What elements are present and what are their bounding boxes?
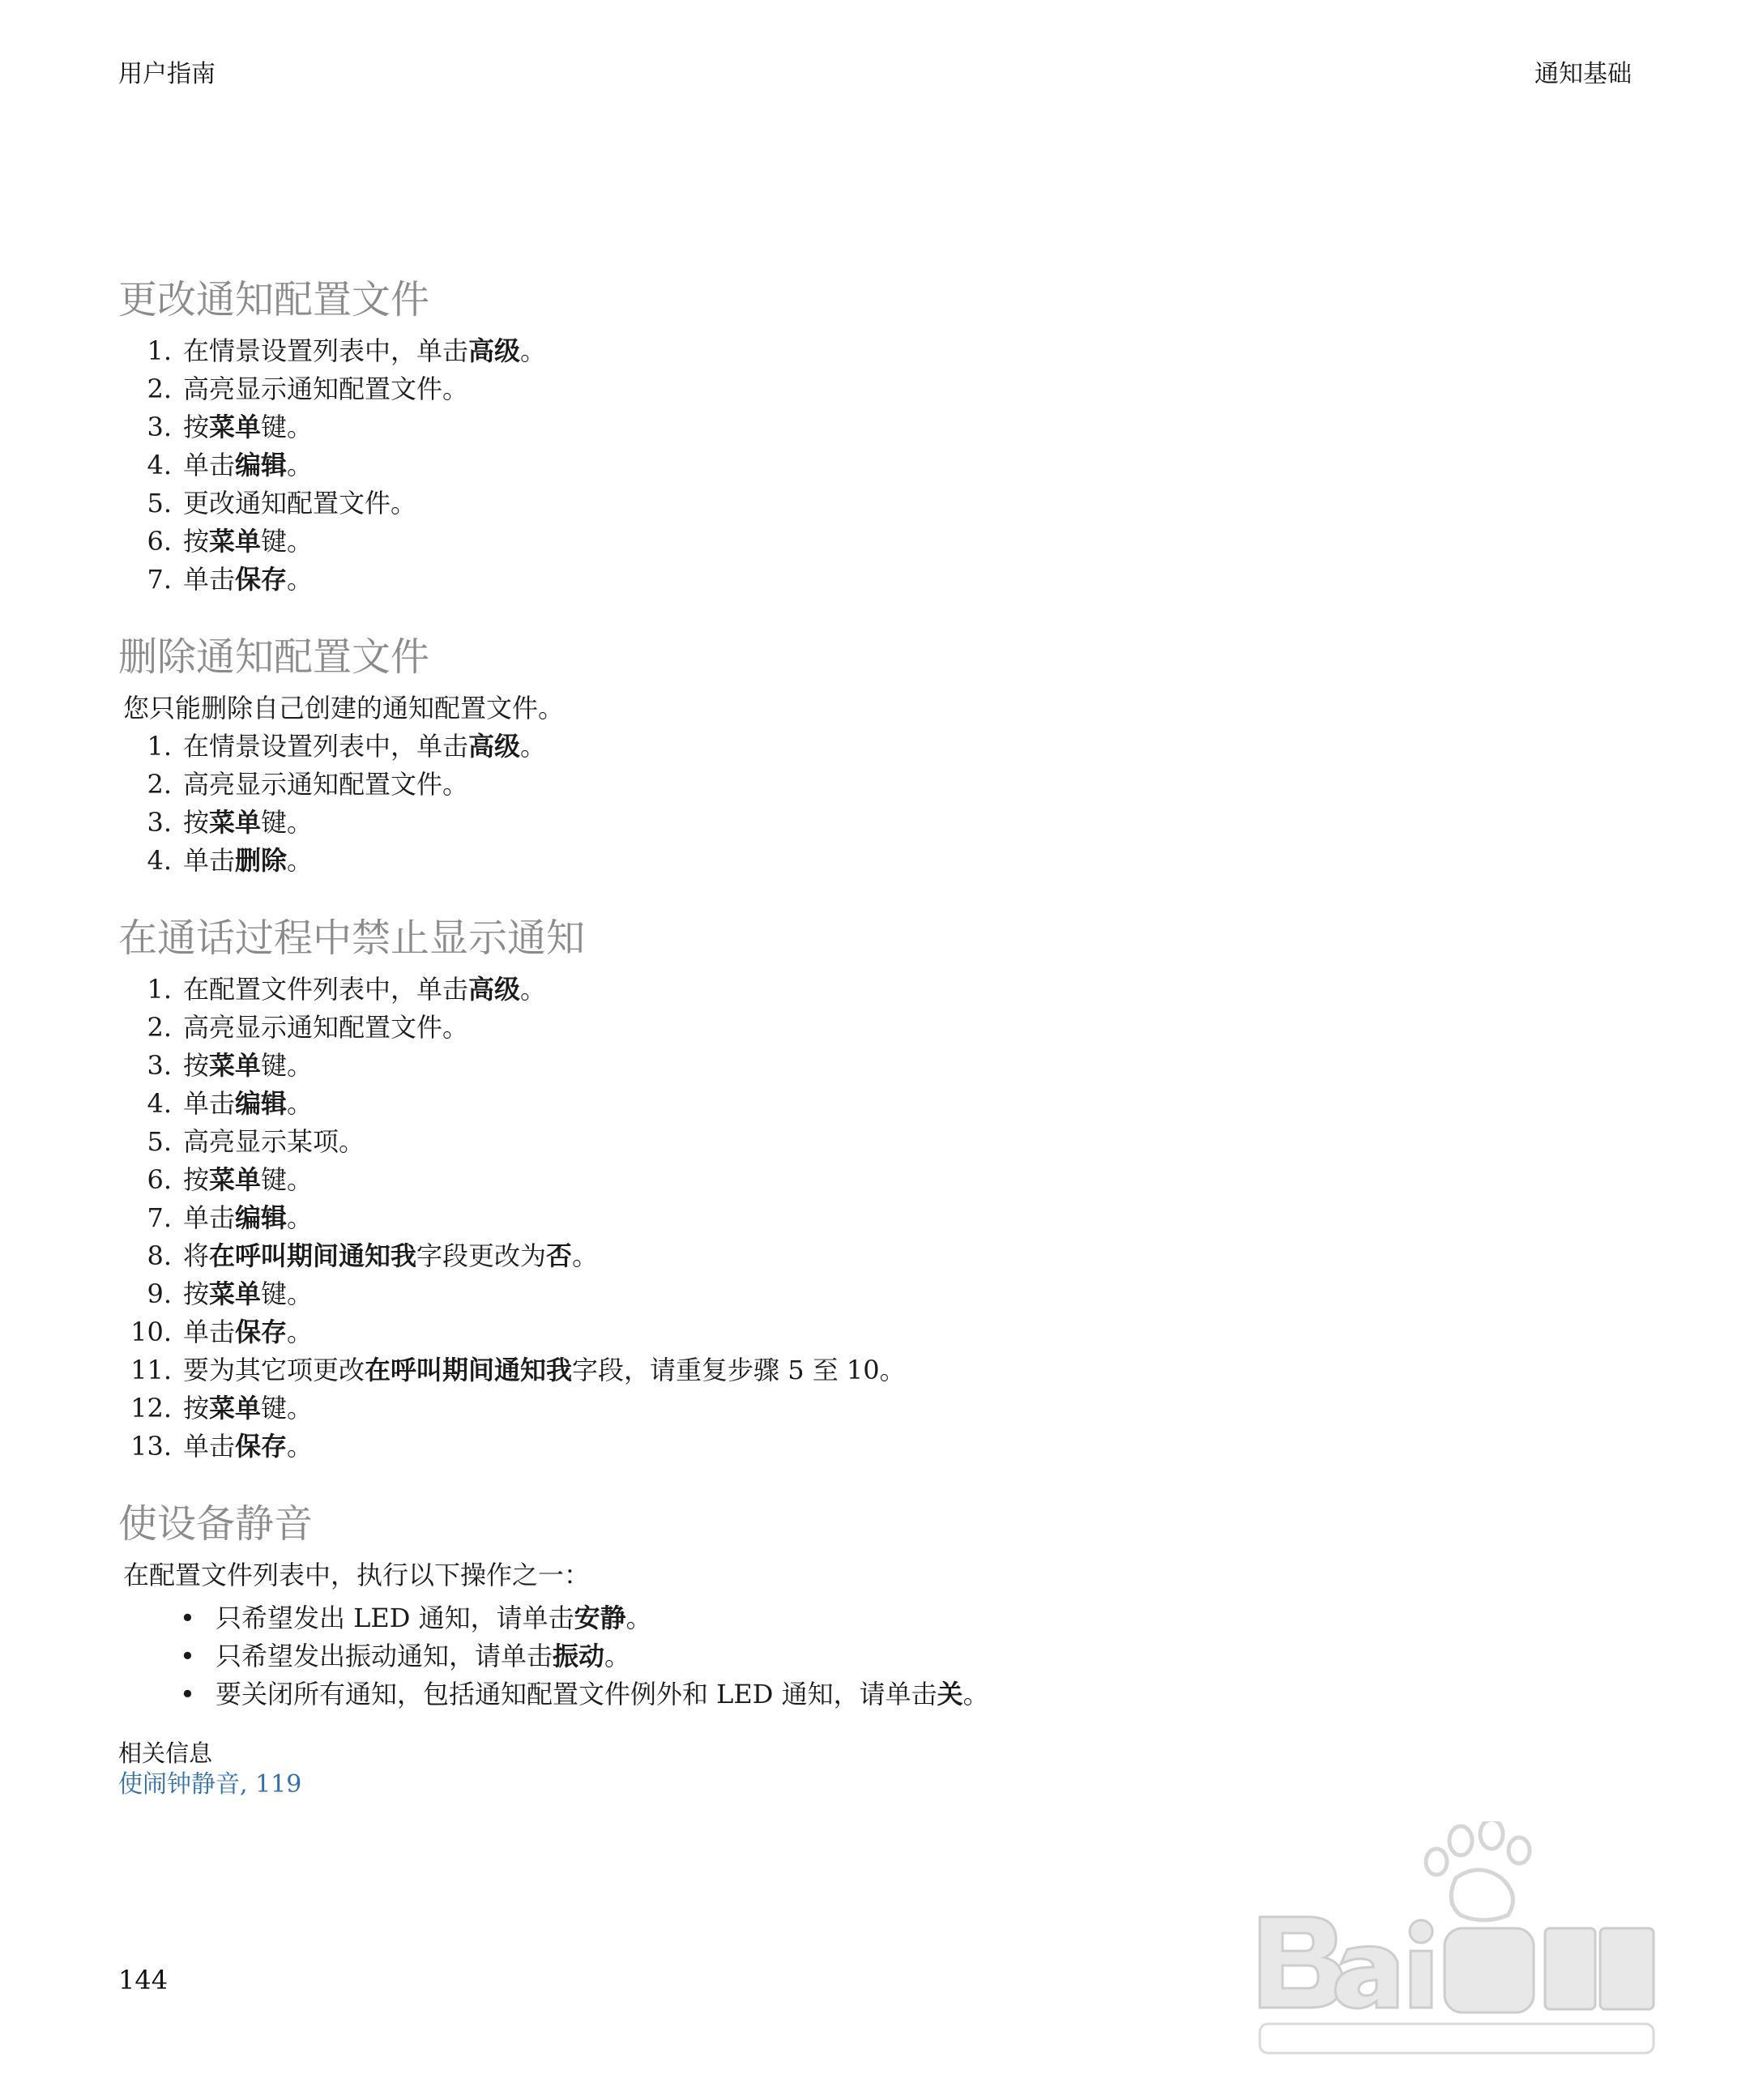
step-item: 8. 将在呼叫期间通知我字段更改为否。 bbox=[147, 1240, 599, 1271]
step-item: 4. 单击删除。 bbox=[147, 845, 314, 876]
section-suppress-during-call bbox=[118, 914, 1658, 1466]
section-mute-device bbox=[118, 1500, 1658, 1714]
steps-list bbox=[118, 971, 1658, 1466]
step-item: 12. 按菜单键。 bbox=[130, 1393, 314, 1423]
step-item: 1. 在情景设置列表中，单击高级。 bbox=[147, 335, 547, 366]
baidu-jingyan-watermark-logo bbox=[1244, 1821, 1665, 2064]
step-item: 4. 单击编辑。 bbox=[147, 450, 314, 480]
step-item: 2. 高亮显示通知配置文件。 bbox=[147, 1012, 469, 1043]
bullet-item: • 要关闭所有通知，包括通知配置文件例外和 LED 通知，请单击关。 bbox=[180, 1679, 989, 1709]
page-number: 144 bbox=[118, 1965, 169, 1995]
section-title: 在通话过程中禁止显示通知 bbox=[118, 916, 586, 961]
step-item: 6. 按菜单键。 bbox=[147, 526, 314, 557]
related-info-label: 相关信息 bbox=[118, 1739, 213, 1767]
steps-list bbox=[118, 332, 1658, 599]
section-intro: 您只能删除自己创建的通知配置文件。 bbox=[123, 693, 565, 723]
section-intro: 在配置文件列表中，执行以下操作之一： bbox=[123, 1560, 591, 1590]
step-item: 11. 要为其它项更改在呼叫期间通知我字段，请重复步骤 5 至 10。 bbox=[130, 1355, 906, 1385]
steps-list bbox=[118, 728, 1658, 880]
step-item: 5. 更改通知配置文件。 bbox=[147, 488, 417, 519]
step-item: 10. 单击保存。 bbox=[130, 1317, 314, 1347]
step-item: 5. 高亮显示某项。 bbox=[147, 1126, 365, 1157]
step-item: 3. 按菜单键。 bbox=[147, 1050, 314, 1081]
section-delete-profile bbox=[118, 633, 1658, 880]
bullet-list bbox=[118, 1599, 1658, 1714]
section-title: 删除通知配置文件 bbox=[118, 634, 430, 680]
step-item: 1. 在配置文件列表中，单击高级。 bbox=[147, 974, 547, 1005]
bullet-item: • 只希望发出振动通知，请单击振动。 bbox=[180, 1641, 631, 1671]
header-chapter-title: 通知基础 bbox=[1534, 60, 1632, 88]
document-body bbox=[118, 275, 1658, 1801]
step-item: 4. 单击编辑。 bbox=[147, 1088, 314, 1119]
step-item: 7. 单击保存。 bbox=[147, 564, 314, 595]
step-item: 7. 单击编辑。 bbox=[147, 1202, 314, 1233]
section-title: 使设备静音 bbox=[118, 1501, 314, 1547]
step-item: 13. 单击保存。 bbox=[130, 1431, 314, 1462]
step-item: 3. 按菜单键。 bbox=[147, 412, 314, 442]
step-item: 2. 高亮显示通知配置文件。 bbox=[147, 769, 469, 800]
step-item: 3. 按菜单键。 bbox=[147, 807, 314, 838]
step-item: 2. 高亮显示通知配置文件。 bbox=[147, 373, 469, 404]
section-change-profile bbox=[118, 275, 1658, 599]
bullet-item: • 只希望发出 LED 通知，请单击安静。 bbox=[180, 1603, 652, 1633]
header-guide-title: 用户指南 bbox=[118, 60, 216, 88]
step-item: 9. 按菜单键。 bbox=[147, 1278, 314, 1309]
section-title: 更改通知配置文件 bbox=[118, 277, 430, 322]
related-link-mute-alarm[interactable]: 使闹钟静音, 119 bbox=[118, 1770, 302, 1799]
step-item: 6. 按菜单键。 bbox=[147, 1164, 314, 1195]
step-item: 1. 在情景设置列表中，单击高级。 bbox=[147, 731, 547, 762]
